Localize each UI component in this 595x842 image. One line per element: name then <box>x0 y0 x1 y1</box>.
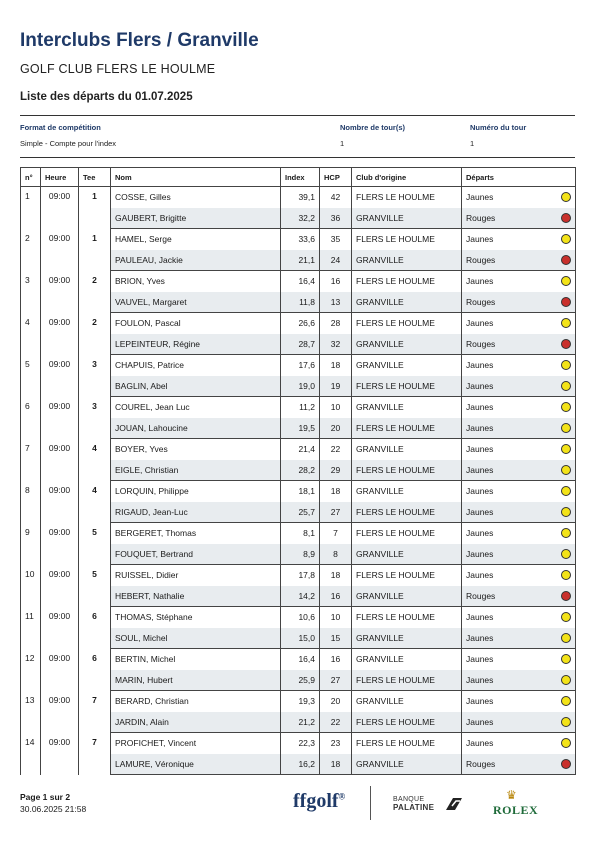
start-time: 09:00 <box>41 607 79 649</box>
tee-color-dot-icon <box>561 654 571 664</box>
player-hcp: 42 <box>320 187 352 208</box>
table-header-row <box>21 168 576 187</box>
departure-label: Jaunes <box>466 738 494 749</box>
tee-number: 7 <box>79 691 111 733</box>
player-name: CHAPUIS, Patrice <box>111 355 281 376</box>
tee-color-dot-icon <box>561 360 571 370</box>
departure-label: Jaunes <box>466 422 494 433</box>
departure-label: Jaunes <box>466 380 494 391</box>
start-time: 09:00 <box>41 397 79 439</box>
player-departure <box>462 523 576 544</box>
departure-label: Jaunes <box>466 318 494 329</box>
list-title: Liste des départs du 01.07.2025 <box>20 91 193 103</box>
player-departure <box>462 313 576 334</box>
table-row <box>21 481 576 502</box>
start-number: 14 <box>21 733 41 775</box>
tee-color-dot-icon <box>561 234 571 244</box>
tee-color-dot-icon <box>561 570 571 580</box>
rolex-crown-icon: ♛ <box>506 788 517 802</box>
page-number: Page 1 sur 2 <box>20 792 71 802</box>
table-row <box>21 649 576 670</box>
player-departure <box>462 334 576 355</box>
player-hcp: 19 <box>320 376 352 397</box>
player-name: VAUVEL, Margaret <box>111 292 281 313</box>
player-departure <box>462 754 576 775</box>
table-row <box>21 313 576 334</box>
player-name: HAMEL, Serge <box>111 229 281 250</box>
column-header: n° <box>21 168 41 187</box>
tee-number: 2 <box>79 313 111 355</box>
banque-palatine-mark-icon <box>444 796 464 812</box>
player-club: FLERS LE HOULME <box>352 565 462 586</box>
departure-label: Jaunes <box>466 654 494 665</box>
rolex-logo: ROLEX <box>493 803 539 817</box>
player-club: FLERS LE HOULME <box>352 271 462 292</box>
start-number: 13 <box>21 691 41 733</box>
departure-label: Rouges <box>466 254 496 265</box>
player-departure <box>462 292 576 313</box>
print-date: 30.06.2025 21:58 <box>20 804 87 814</box>
player-hcp: 16 <box>320 649 352 670</box>
departure-label: Jaunes <box>466 192 494 203</box>
start-number: 4 <box>21 313 41 355</box>
player-name: BAGLIN, Abel <box>111 376 281 397</box>
player-name: MARIN, Hubert <box>111 670 281 691</box>
player-name: BERGERET, Thomas <box>111 523 281 544</box>
table-row <box>21 523 576 544</box>
player-club: GRANVILLE <box>352 439 462 460</box>
departure-label: Jaunes <box>466 716 494 727</box>
table-row <box>21 607 576 628</box>
player-departure <box>462 397 576 418</box>
tee-color-dot-icon <box>561 276 571 286</box>
player-departure <box>462 229 576 250</box>
player-name: LORQUIN, Philippe <box>111 481 281 502</box>
player-departure <box>462 439 576 460</box>
player-departure <box>462 208 576 229</box>
departure-label: Jaunes <box>466 528 494 539</box>
player-name: SOUL, Michel <box>111 628 281 649</box>
player-hcp: 27 <box>320 502 352 523</box>
tee-color-dot-icon <box>561 486 571 496</box>
player-name: BERARD, Christian <box>111 691 281 712</box>
start-number: 3 <box>21 271 41 313</box>
start-time: 09:00 <box>41 271 79 313</box>
start-number: 10 <box>21 565 41 607</box>
player-departure <box>462 712 576 733</box>
player-index: 8,1 <box>281 523 320 544</box>
player-name: PROFICHET, Vincent <box>111 733 281 754</box>
player-departure <box>462 649 576 670</box>
start-time: 09:00 <box>41 187 79 229</box>
player-departure <box>462 565 576 586</box>
round-number-label: Numéro du tour <box>470 123 527 132</box>
tee-color-dot-icon <box>561 444 571 454</box>
start-number: 11 <box>21 607 41 649</box>
departure-label: Jaunes <box>466 548 494 559</box>
tee-color-dot-icon <box>561 717 571 727</box>
player-club: GRANVILLE <box>352 628 462 649</box>
player-club: FLERS LE HOULME <box>352 229 462 250</box>
departure-label: Jaunes <box>466 696 494 707</box>
player-departure <box>462 607 576 628</box>
player-club: GRANVILLE <box>352 208 462 229</box>
player-index: 17,8 <box>281 565 320 586</box>
start-number: 6 <box>21 397 41 439</box>
departure-label: Jaunes <box>466 674 494 685</box>
start-number: 7 <box>21 439 41 481</box>
player-hcp: 16 <box>320 586 352 607</box>
format-value: Simple - Compte pour l'index <box>20 139 117 148</box>
tee-number: 6 <box>79 607 111 649</box>
tee-color-dot-icon <box>561 675 571 685</box>
player-club: FLERS LE HOULME <box>352 607 462 628</box>
tee-color-dot-icon <box>561 255 571 265</box>
player-club: FLERS LE HOULME <box>352 733 462 754</box>
player-index: 19,0 <box>281 376 320 397</box>
player-index: 28,2 <box>281 460 320 481</box>
player-club: GRANVILLE <box>352 754 462 775</box>
departure-label: Rouges <box>466 338 496 349</box>
tee-color-dot-icon <box>561 381 571 391</box>
start-time: 09:00 <box>41 313 79 355</box>
player-index: 10,6 <box>281 607 320 628</box>
player-departure <box>462 481 576 502</box>
player-index: 32,2 <box>281 208 320 229</box>
player-index: 21,2 <box>281 712 320 733</box>
player-name: HEBERT, Nathalie <box>111 586 281 607</box>
player-club: GRANVILLE <box>352 544 462 565</box>
club-name: GOLF CLUB FLERS LE HOULME <box>20 62 216 76</box>
player-club: FLERS LE HOULME <box>352 523 462 544</box>
column-header: Club d'origine <box>352 168 462 187</box>
departure-label: Jaunes <box>466 486 494 497</box>
start-time: 09:00 <box>41 565 79 607</box>
column-header: Tee <box>79 168 111 187</box>
table-body <box>21 187 576 775</box>
departure-label: Rouges <box>466 212 496 223</box>
player-club: FLERS LE HOULME <box>352 313 462 334</box>
tee-color-dot-icon <box>561 423 571 433</box>
player-departure <box>462 187 576 208</box>
player-club: GRANVILLE <box>352 691 462 712</box>
tee-number: 3 <box>79 397 111 439</box>
departure-label: Rouges <box>466 758 496 769</box>
player-name: RUISSEL, Didier <box>111 565 281 586</box>
table-row <box>21 271 576 292</box>
player-hcp: 23 <box>320 733 352 754</box>
tee-color-dot-icon <box>561 591 571 601</box>
player-club: GRANVILLE <box>352 355 462 376</box>
rounds-label: Nombre de tour(s) <box>340 123 406 132</box>
tee-number: 6 <box>79 649 111 691</box>
player-club: GRANVILLE <box>352 649 462 670</box>
player-name: LEPEINTEUR, Régine <box>111 334 281 355</box>
player-departure <box>462 733 576 754</box>
start-number: 2 <box>21 229 41 271</box>
departure-label: Jaunes <box>466 632 494 643</box>
player-index: 15,0 <box>281 628 320 649</box>
tee-color-dot-icon <box>561 465 571 475</box>
format-label: Format de compétition <box>20 123 101 132</box>
player-index: 26,6 <box>281 313 320 334</box>
player-index: 21,4 <box>281 439 320 460</box>
start-number: 9 <box>21 523 41 565</box>
player-name: COSSE, Gilles <box>111 187 281 208</box>
player-departure <box>462 670 576 691</box>
player-club: FLERS LE HOULME <box>352 460 462 481</box>
start-time: 09:00 <box>41 355 79 397</box>
player-hcp: 13 <box>320 292 352 313</box>
table-row <box>21 439 576 460</box>
player-departure <box>462 376 576 397</box>
player-index: 28,7 <box>281 334 320 355</box>
departure-label: Jaunes <box>466 360 494 371</box>
start-time: 09:00 <box>41 649 79 691</box>
start-number: 12 <box>21 649 41 691</box>
player-departure <box>462 250 576 271</box>
departure-label: Rouges <box>466 590 496 601</box>
tee-color-dot-icon <box>561 507 571 517</box>
player-name: BERTIN, Michel <box>111 649 281 670</box>
page-title: Interclubs Flers / Granville <box>20 30 259 51</box>
player-hcp: 27 <box>320 670 352 691</box>
player-club: GRANVILLE <box>352 292 462 313</box>
player-index: 8,9 <box>281 544 320 565</box>
player-index: 25,7 <box>281 502 320 523</box>
player-index: 17,6 <box>281 355 320 376</box>
player-name: PAULEAU, Jackie <box>111 250 281 271</box>
tee-color-dot-icon <box>561 339 571 349</box>
table-row <box>21 565 576 586</box>
player-departure <box>462 271 576 292</box>
divider <box>20 115 575 116</box>
tee-number: 1 <box>79 229 111 271</box>
tee-number: 4 <box>79 481 111 523</box>
divider <box>20 157 575 158</box>
column-header: Départs <box>462 168 576 187</box>
player-hcp: 18 <box>320 754 352 775</box>
start-number: 5 <box>21 355 41 397</box>
player-club: GRANVILLE <box>352 586 462 607</box>
departure-label: Jaunes <box>466 506 494 517</box>
player-name: FOUQUET, Bertrand <box>111 544 281 565</box>
player-index: 16,4 <box>281 649 320 670</box>
player-club: GRANVILLE <box>352 250 462 271</box>
player-hcp: 7 <box>320 523 352 544</box>
player-hcp: 28 <box>320 313 352 334</box>
player-hcp: 22 <box>320 712 352 733</box>
player-name: GAUBERT, Brigitte <box>111 208 281 229</box>
player-departure <box>462 586 576 607</box>
column-header: Heure <box>41 168 79 187</box>
column-header: HCP <box>320 168 352 187</box>
start-time: 09:00 <box>41 733 79 775</box>
player-index: 11,2 <box>281 397 320 418</box>
player-club: GRANVILLE <box>352 334 462 355</box>
tee-number: 2 <box>79 271 111 313</box>
start-time: 09:00 <box>41 481 79 523</box>
player-hcp: 24 <box>320 250 352 271</box>
departure-label: Jaunes <box>466 234 494 245</box>
player-hcp: 20 <box>320 691 352 712</box>
player-hcp: 10 <box>320 397 352 418</box>
round-number-value: 1 <box>470 139 475 148</box>
player-hcp: 18 <box>320 355 352 376</box>
start-time: 09:00 <box>41 229 79 271</box>
player-index: 33,6 <box>281 229 320 250</box>
departure-label: Jaunes <box>466 402 494 413</box>
player-club: GRANVILLE <box>352 481 462 502</box>
departure-label: Jaunes <box>466 612 494 623</box>
player-hcp: 35 <box>320 229 352 250</box>
player-index: 39,1 <box>281 187 320 208</box>
player-index: 21,1 <box>281 250 320 271</box>
player-hcp: 22 <box>320 439 352 460</box>
tee-number: 5 <box>79 523 111 565</box>
player-club: GRANVILLE <box>352 397 462 418</box>
ffgolf-logo: ffgolf® <box>293 790 346 812</box>
player-departure <box>462 418 576 439</box>
player-club: FLERS LE HOULME <box>352 187 462 208</box>
player-name: JOUAN, Lahoucine <box>111 418 281 439</box>
tee-number: 3 <box>79 355 111 397</box>
player-index: 11,8 <box>281 292 320 313</box>
tee-number: 4 <box>79 439 111 481</box>
player-departure <box>462 355 576 376</box>
player-hcp: 32 <box>320 334 352 355</box>
player-name: JARDIN, Alain <box>111 712 281 733</box>
tee-color-dot-icon <box>561 633 571 643</box>
player-index: 14,2 <box>281 586 320 607</box>
player-hcp: 8 <box>320 544 352 565</box>
table-row <box>21 397 576 418</box>
tee-color-dot-icon <box>561 549 571 559</box>
departure-label: Jaunes <box>466 276 494 287</box>
player-index: 19,3 <box>281 691 320 712</box>
start-number: 1 <box>21 187 41 229</box>
departure-label: Jaunes <box>466 464 494 475</box>
tee-number: 5 <box>79 565 111 607</box>
player-departure <box>462 502 576 523</box>
banque-palatine-logo: BANQUE PALATINE <box>393 796 435 812</box>
player-club: FLERS LE HOULME <box>352 670 462 691</box>
tee-color-dot-icon <box>561 402 571 412</box>
table-row <box>21 355 576 376</box>
player-index: 22,3 <box>281 733 320 754</box>
player-hcp: 16 <box>320 271 352 292</box>
player-departure <box>462 691 576 712</box>
player-index: 18,1 <box>281 481 320 502</box>
player-name: LAMURE, Véronique <box>111 754 281 775</box>
player-departure <box>462 628 576 649</box>
player-index: 25,9 <box>281 670 320 691</box>
player-hcp: 29 <box>320 460 352 481</box>
tee-number: 1 <box>79 187 111 229</box>
tee-color-dot-icon <box>561 759 571 769</box>
table-row <box>21 187 576 208</box>
player-hcp: 18 <box>320 481 352 502</box>
departure-label: Jaunes <box>466 444 494 455</box>
start-time: 09:00 <box>41 691 79 733</box>
tee-number: 7 <box>79 733 111 775</box>
player-hcp: 15 <box>320 628 352 649</box>
column-header: Index <box>281 168 320 187</box>
table-row <box>21 229 576 250</box>
start-time: 09:00 <box>41 523 79 565</box>
player-departure <box>462 544 576 565</box>
player-club: FLERS LE HOULME <box>352 418 462 439</box>
departure-label: Rouges <box>466 296 496 307</box>
tee-color-dot-icon <box>561 192 571 202</box>
logo-divider <box>370 786 371 820</box>
player-name: EIGLE, Christian <box>111 460 281 481</box>
tee-color-dot-icon <box>561 696 571 706</box>
rounds-value: 1 <box>340 139 345 148</box>
player-index: 19,5 <box>281 418 320 439</box>
tee-color-dot-icon <box>561 318 571 328</box>
player-name: BOYER, Yves <box>111 439 281 460</box>
tee-color-dot-icon <box>561 528 571 538</box>
departure-label: Jaunes <box>466 570 494 581</box>
player-hcp: 36 <box>320 208 352 229</box>
player-hcp: 18 <box>320 565 352 586</box>
player-club: FLERS LE HOULME <box>352 502 462 523</box>
tee-color-dot-icon <box>561 612 571 622</box>
tee-color-dot-icon <box>561 213 571 223</box>
player-index: 16,4 <box>281 271 320 292</box>
table-row <box>21 733 576 754</box>
player-index: 16,2 <box>281 754 320 775</box>
column-header: Nom <box>111 168 281 187</box>
player-hcp: 20 <box>320 418 352 439</box>
player-club: FLERS LE HOULME <box>352 712 462 733</box>
player-name: COUREL, Jean Luc <box>111 397 281 418</box>
player-club: FLERS LE HOULME <box>352 376 462 397</box>
table-row <box>21 691 576 712</box>
start-number: 8 <box>21 481 41 523</box>
player-name: RIGAUD, Jean-Luc <box>111 502 281 523</box>
start-time: 09:00 <box>41 439 79 481</box>
tee-color-dot-icon <box>561 738 571 748</box>
tee-color-dot-icon <box>561 297 571 307</box>
start-list-table <box>20 167 576 775</box>
player-name: THOMAS, Stéphane <box>111 607 281 628</box>
player-hcp: 10 <box>320 607 352 628</box>
player-departure <box>462 460 576 481</box>
player-name: BRION, Yves <box>111 271 281 292</box>
player-name: FOULON, Pascal <box>111 313 281 334</box>
